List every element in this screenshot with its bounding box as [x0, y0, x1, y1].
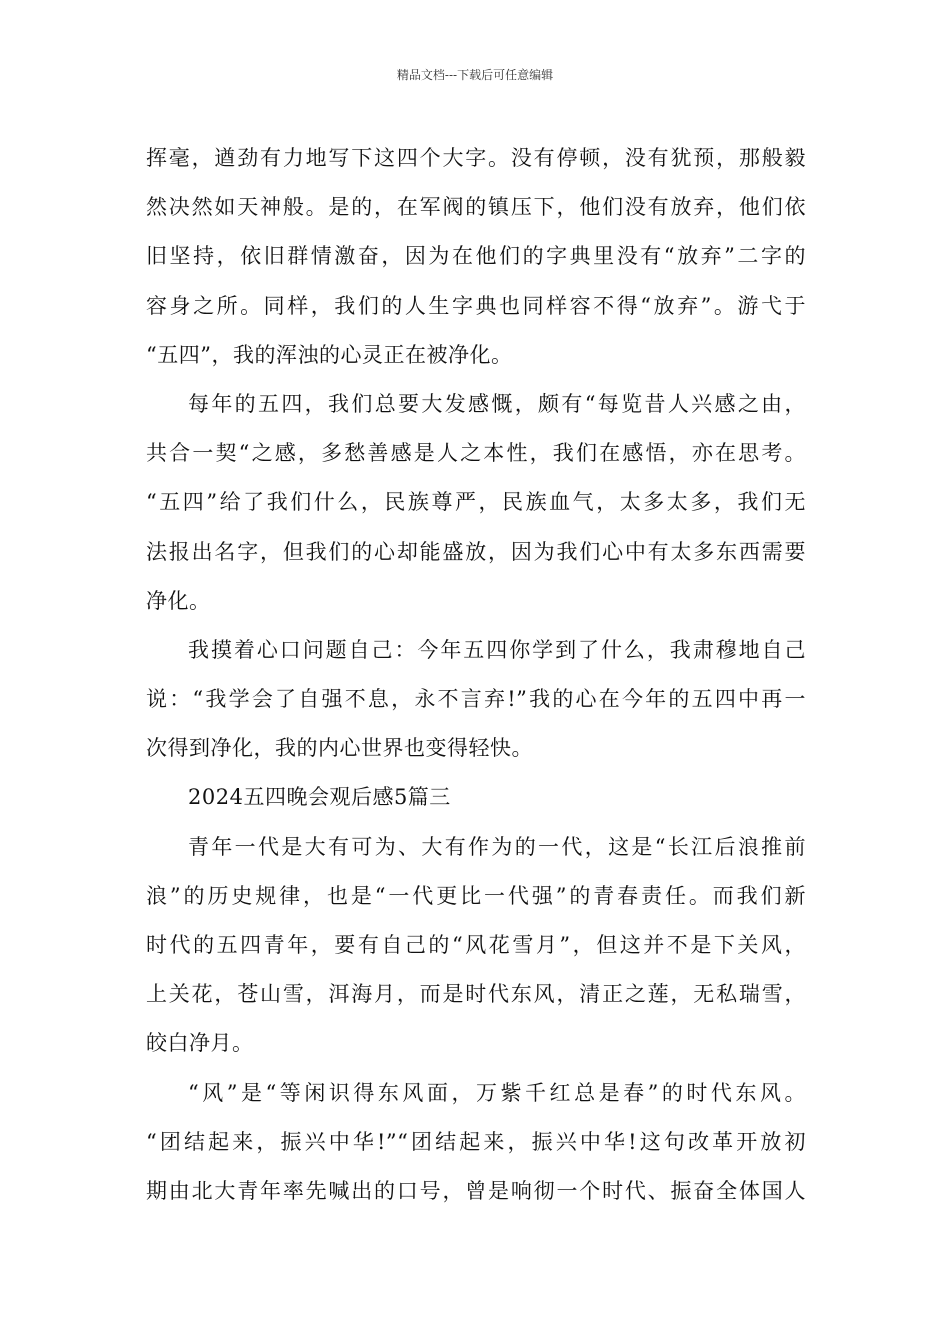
- text-line: 净化。: [146, 588, 211, 613]
- text-line: “五四”，我的浑浊的心灵正在被净化。: [146, 342, 513, 367]
- text-line: 每年的五四，我们总要大发感慨，颇有“每览昔人兴感之由，: [188, 391, 806, 416]
- text-line: 青年一代是大有可为、大有作为的一代，这是“长江后浪推前: [188, 834, 806, 859]
- text-line: 法报出名字，但我们的心却能盛放，因为我们心中有太多东西需要: [146, 539, 806, 564]
- text-line: 浪”的历史规律，也是“一代更比一代强”的青春责任。而我们新: [146, 883, 806, 908]
- text-line: 容身之所。同样，我们的人生字典也同样容不得“放弃”。游弋于: [146, 293, 806, 318]
- text-line: 旧坚持，依旧群情激奋，因为在他们的字典里没有“放弃”二字的: [146, 244, 806, 269]
- text-line: 时代的五四青年，要有自己的“风花雪月”，但这并不是下关风，: [146, 933, 806, 957]
- text-line: 挥毫，遒劲有力地写下这四个大字。没有停顿，没有犹预，那般毅: [146, 146, 806, 170]
- text-line: 然决然如天神般。是的，在军阀的镇压下，他们没有放弃，他们依: [146, 195, 806, 220]
- text-line: 共合一契“之感，多愁善感是人之本性，我们在感悟，亦在思考。: [146, 441, 806, 466]
- text-line: “团结起来，振兴中华!”“团结起来，振兴中华!这句改革开放初: [146, 1129, 806, 1154]
- text-line: 次得到净化，我的内心世界也变得轻快。: [146, 736, 533, 761]
- page-header: 精品文档---下载后可任意编辑: [396, 68, 554, 82]
- text-line: 皎白净月。: [146, 1031, 254, 1056]
- text-line: 期由北大青年率先喊出的口号，曾是响彻一个时代、振奋全体国人: [146, 1178, 806, 1203]
- document-body: [146, 134, 806, 1216]
- text-line: 我摸着心口问题自己：今年五四你学到了什么，我肃穆地自己: [188, 637, 806, 662]
- text-line: “风”是“等闲识得东风面，万紫千红总是春”的时代东风。: [188, 1080, 806, 1105]
- text-line: 说：“我学会了自强不息，永不言弃!”我的心在今年的五四中再一: [146, 687, 806, 712]
- text-line: 2024五四晚会观后感5篇三: [188, 785, 451, 810]
- text-line: “五四”给了我们什么，民族尊严，民族血气，太多太多，我们无: [146, 490, 806, 515]
- text-line: 上关花，苍山雪，洱海月，而是时代东风，清正之莲，无私瑞雪，: [146, 982, 806, 1007]
